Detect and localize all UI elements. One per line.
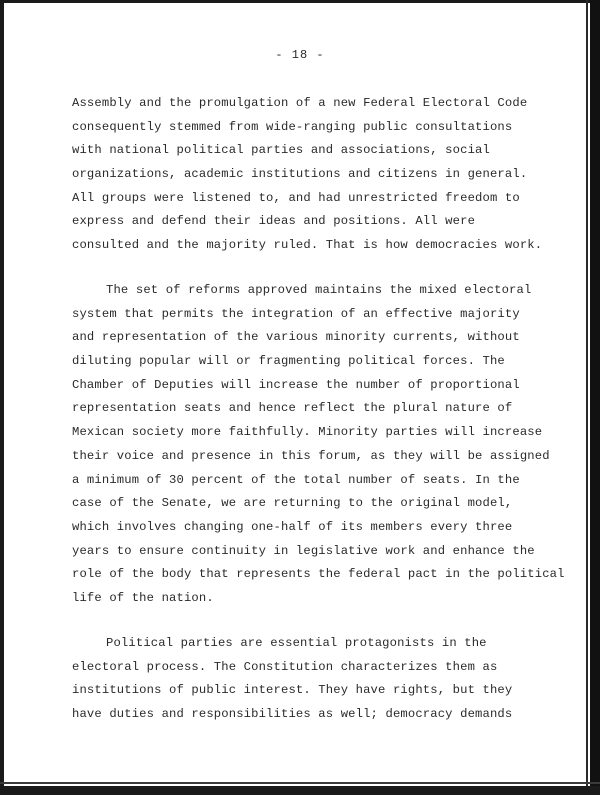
text-line: institutions of public interest. They have rights, but they xyxy=(72,683,513,698)
text-line: case of the Senate, we are returning to the original model, xyxy=(72,496,513,511)
text-line: their voice and presence in this forum, as they will be assigned xyxy=(72,448,550,463)
text-line: with national political parties and associations, social xyxy=(72,143,490,158)
text-line: electoral process. The Constitution characterizes them as xyxy=(72,659,498,674)
scan-border-left xyxy=(0,0,4,795)
scan-border-bottom xyxy=(0,786,600,795)
text-line: system that permits the integration of an effective majority xyxy=(72,306,520,321)
text-line: The set of reforms approved maintains the mixed electoral xyxy=(106,283,532,297)
text-line: years to ensure continuity in legislative work and enhance the xyxy=(72,543,535,558)
text-line: Political parties are essential protagonists in the xyxy=(106,636,487,650)
text-line: Chamber of Deputies will increase the number of proportional xyxy=(72,377,520,392)
paragraph-3 xyxy=(72,632,542,727)
text-line: consequently stemmed from wide-ranging public consultations xyxy=(72,119,513,134)
text-line: consulted and the majority ruled. That is how democracies work. xyxy=(72,238,543,253)
text-line: organizations, academic institutions and citizens in general. xyxy=(72,167,528,182)
text-line: Assembly and the promulgation of a new Federal Electoral Code xyxy=(72,96,528,110)
paragraph-2 xyxy=(72,279,565,611)
paragraph-1 xyxy=(72,92,542,258)
text-line: Mexican society more faithfully. Minority parties will increase xyxy=(72,425,543,440)
text-line: representation seats and hence reflect the plural nature of xyxy=(72,401,513,416)
text-line: which involves changing one-half of its members every three xyxy=(72,519,513,534)
scan-border-right-inner xyxy=(586,0,588,795)
text-line: have duties and responsibilities as well; democracy demands xyxy=(72,707,513,722)
text-line: diluting popular will or fragmenting political forces. The xyxy=(72,354,505,369)
text-line: a minimum of 30 percent of the total number of seats. In the xyxy=(72,472,520,487)
text-line: role of the body that represents the federal pact in the political xyxy=(72,567,565,582)
text-line: All groups were listened to, and had unrestricted freedom to xyxy=(72,190,520,205)
scan-border-bottom-inner xyxy=(0,782,600,784)
text-line: life of the nation. xyxy=(72,590,214,605)
text-line: express and defend their ideas and positions. All were xyxy=(72,214,476,229)
page-number: - 18 - xyxy=(275,48,325,62)
scan-border-top xyxy=(0,0,600,3)
scan-border-right xyxy=(590,0,600,795)
text-line: and representation of the various minority currents, without xyxy=(72,330,520,345)
